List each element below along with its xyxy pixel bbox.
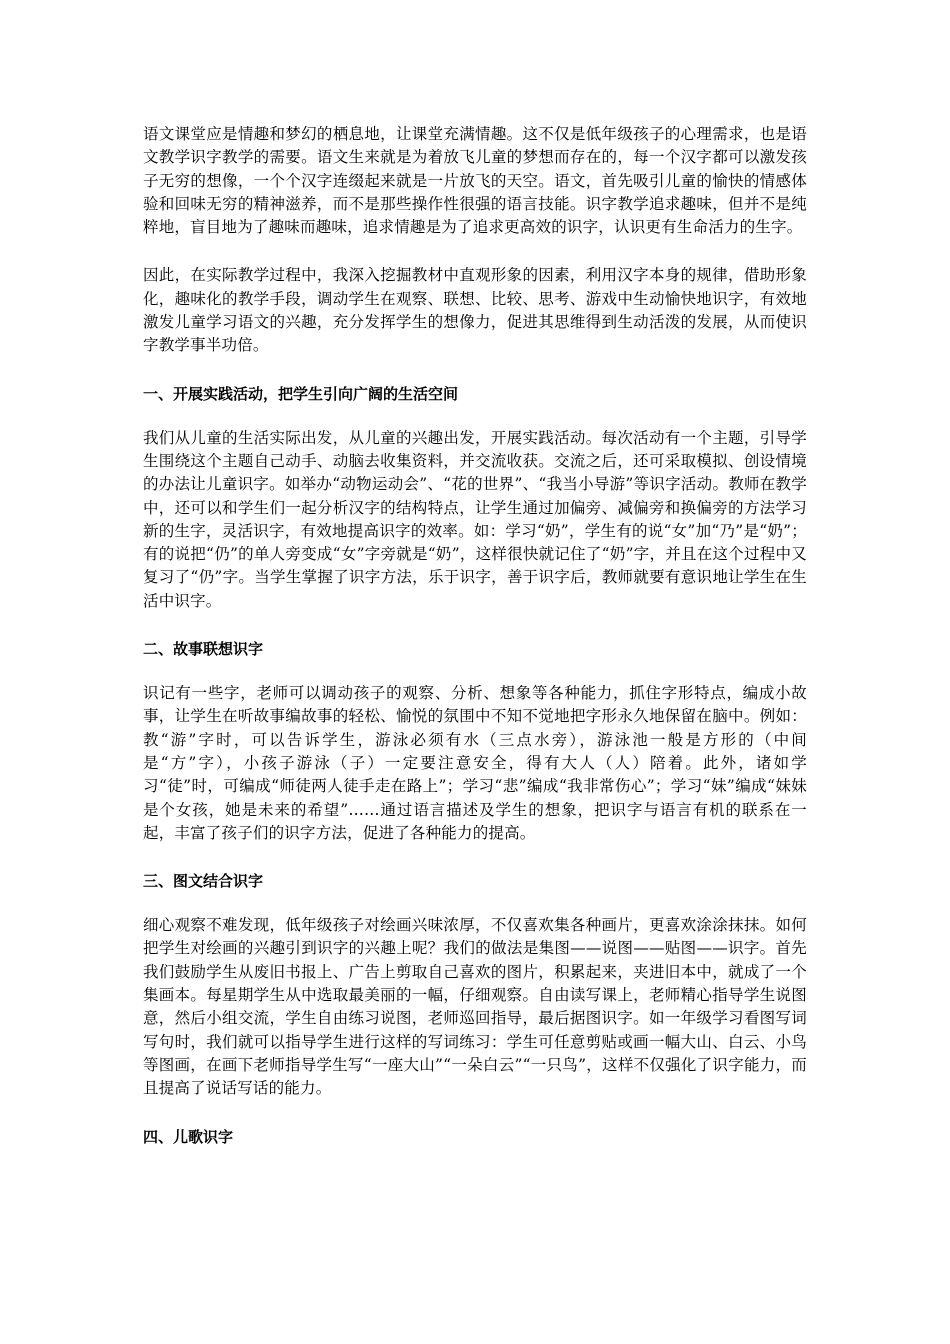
section-heading-4: 四、儿歌识字 (143, 1127, 234, 1146)
section-body-1: 我们从儿童的生活实际出发，从儿童的兴趣出发，开展实践活动。每次活动有一个主题，引导学生围绕这个主题自己动手、动脑去收集资料，并交流收获。交流之后，还可采取模拟、创设情境的办法让儿童识字。如举办“动物运动会”、“花的世界”、“我当小导游”等识字活动。教师在教学中，还可以和学生们一起分析汉字的结构特点，让学生通过加偏旁、减偏旁和换偏旁的方法学习新的生字，灵活识字，有效地提高识字的效率。如：学习“奶”，学生有的说“女”加“乃”是“奶”；有的说把“仍”的单人旁变成“女”字旁就是“奶”，这样很快就记住了“奶”字，并且在这个过程中又复习了“仍”字。当学生掌握了识字方法，乐于识字，善于识字后，教师就要有意识地让学生在生活中识字。 (143, 428, 807, 610)
section-heading-2: 二、故事联想识字 (143, 640, 264, 659)
section-body-3: 细心观察不难发现，低年级孩子对绘画兴味浓厚，不仅喜欢集各种画片，更喜欢涂涂抹抹。如何把学生对绘画的兴趣引到识字的兴趣上呢？我们的做法是集图——说图——贴图——识字。首先我们鼓励学生从废旧书报上、广告上剪取自己喜欢的图片，积累起来，夹进旧本中，就成了一个集画本。每星期学生从中选取最美丽的一幅，仔细观察。自由读写课上，老师精心指导学生说图意，然后小组交流，学生自由练习说图，老师巡回指导，最后据图识字。如一年级学习看图写词写句时，我们就可以指导学生进行这样的写词练习：学生可任意剪贴或画一幅大山、白云、小鸟等图画，在画下老师指导学生写“一座大山”“一朵白云”“一只鸟”，这样不仅强化了识字能力，而且提高了说话写话的能力。 (143, 916, 807, 1098)
intro-paragraph-1: 语文课堂应是情趣和梦幻的栖息地，让课堂充满情趣。这不仅是低年级孩子的心理需求，也是语文教学识字教学的需要。语文生来就是为着放飞儿童的梦想而存在的，每一个汉字都可以激发孩子无穷的想像，一个个汉字连缀起来就是一片放飞的天空。语文，首先吸引儿童的愉快的情感体验和回味无穷的精神滋养，而不是那些操作性很强的语言技能。识字教学追求趣味，但并不是纯粹地，盲目地为了趣味而趣味，追求情趣是为了追求更高效的识字，认识更有生命活力的生字。 (143, 125, 807, 237)
section-heading-3: 三、图文结合识字 (143, 872, 264, 891)
intro-paragraph-2: 因此，在实际教学过程中，我深入挖掘教材中直观形象的因素，利用汉字本身的规律，借助形象化，趣味化的教学手段，调动学生在观察、联想、比较、思考、游戏中生动愉快地识字，有效地激发儿童学习语文的兴趣，充分发挥学生的想像力，促进其思维得到生动活泼的发展，从而使识字教学事半功倍。 (143, 266, 807, 355)
section-heading-1: 一、开展实践活动，把学生引向广阔的生活空间 (143, 384, 459, 403)
section-body-2: 识记有一些字，老师可以调动孩子的观察、分析、想象等各种能力，抓住字形特点，编成小故事，让学生在听故事编故事的轻松、愉悦的氛围中不知不觉地把字形永久地保留在脑中。例如：教“游”字时，可以告诉学生，游泳必须有水（三点水旁），游泳池一般是方形的（中间是“方”字），小孩子游泳（子）一定要注意安全，得有大人（人）陪着。此外，诸如学习“徒”时，可编成“师徒两人徒手走在路上”；学习“悲”编成“我非常伤心”；学习“妹”编成“妹妹是个女孩，她是未来的希望”……通过语言描述及学生的想象，把识字与语言有机的联系在一起，丰富了孩子们的识字方法，促进了各种能力的提高。 (143, 684, 807, 842)
document-page (143, 123, 807, 1149)
